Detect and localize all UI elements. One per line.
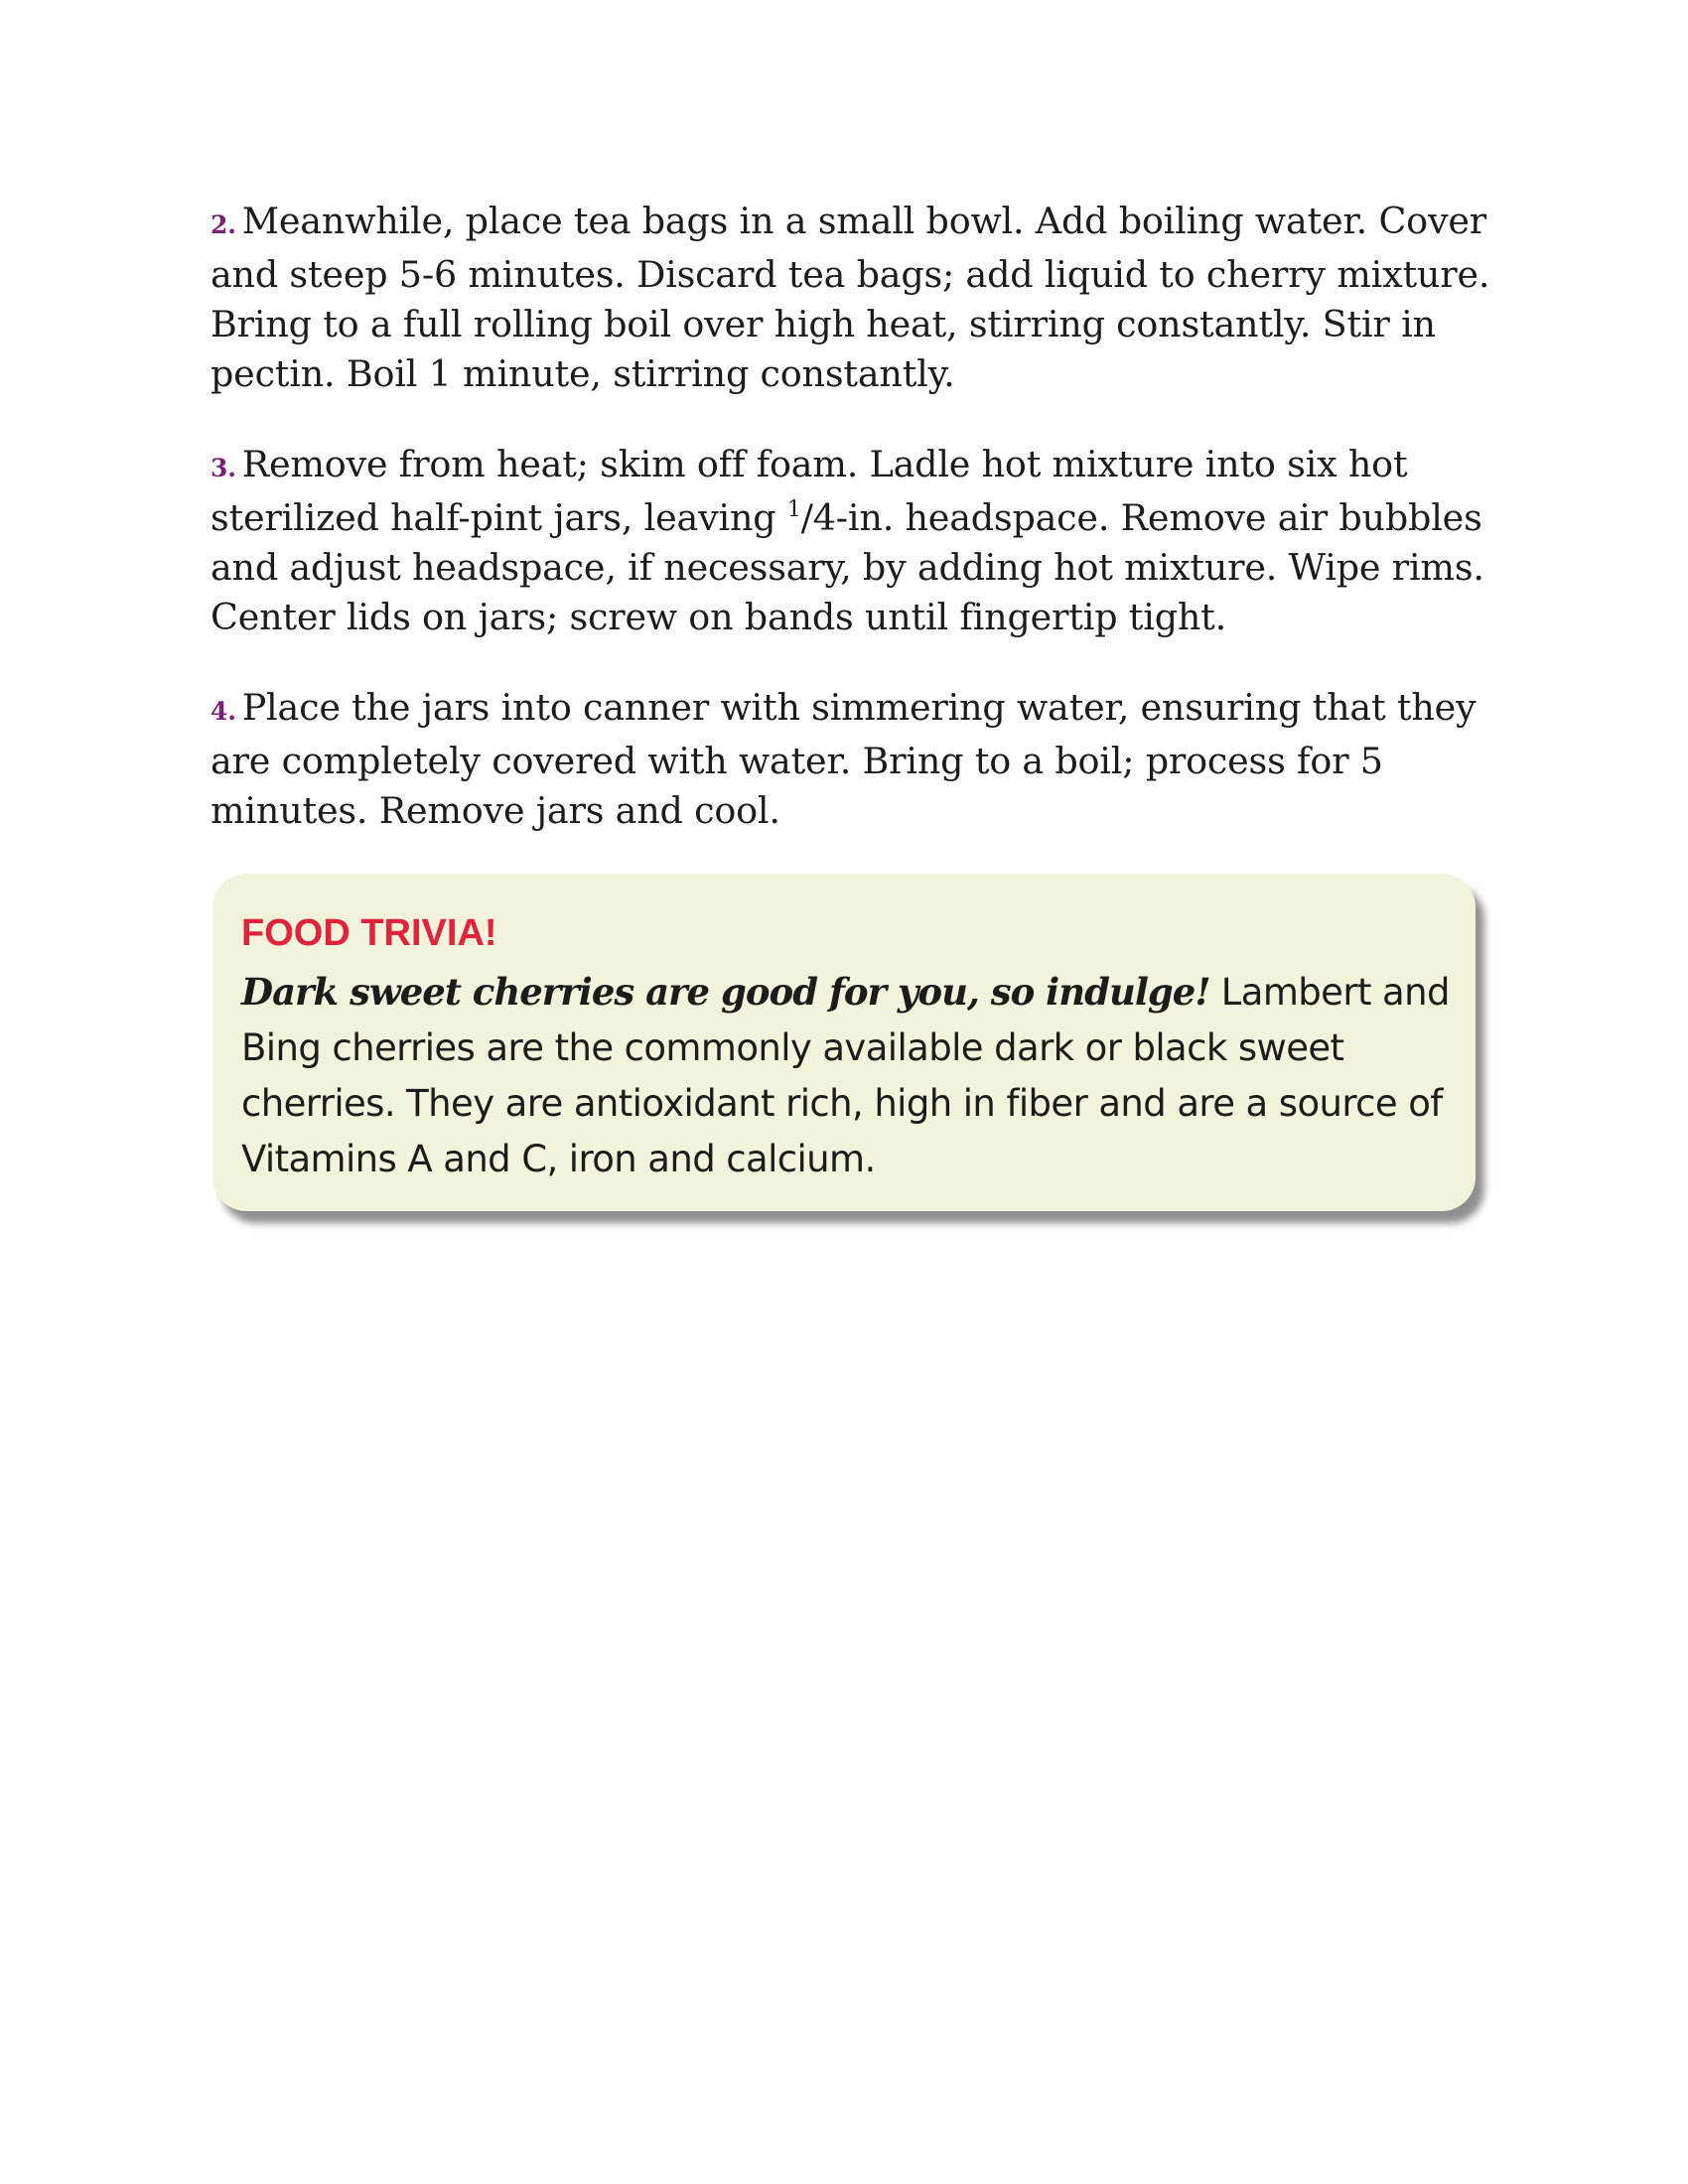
trivia-title: FOOD TRIVIA! — [241, 912, 497, 954]
headspace-fraction — [787, 493, 894, 543]
trivia-lead: Dark sweet cherries are good for you, so indulge! — [241, 970, 1210, 1014]
step-2 — [211, 197, 1491, 399]
step-number: 3. — [211, 454, 236, 482]
recipe-steps — [211, 197, 1491, 877]
step-text: Remove from heat; skim off foam. Ladle hot mixture into six hot sterilized half-pint jars, leaving — [211, 443, 1408, 539]
fraction-rest: /4-in. — [800, 496, 895, 539]
food-trivia-box — [212, 874, 1476, 1211]
step-number: 4. — [211, 697, 236, 726]
step-4 — [211, 683, 1491, 836]
trivia-body: Lambert and Bing cherries are the commonly available dark or black sweet cherries. They are antioxidant rich, high in fiber and are a source of Vitamins A and C, iron and calcium. — [241, 971, 1450, 1180]
trivia-text — [241, 964, 1450, 1187]
step-number: 2. — [211, 210, 236, 239]
fraction-numerator: 1 — [786, 497, 801, 522]
step-text: Place the jars into canner with simmering water, ensuring that they are completely covered with water. Bring to a boil; process for 5 minutes. Remove jars and cool. — [211, 686, 1477, 832]
step-text-continued: headspace. Remove air bubbles and adjust headspace, if necessary, by adding hot mixture. Wipe rims. Center lids on jars; screw on bands until fingertip tight. — [211, 496, 1484, 638]
step-3 — [211, 440, 1491, 642]
step-text: Meanwhile, place tea bags in a small bowl. Add boiling water. Cover and steep 5-6 minutes. Discard tea bags; add liquid to cherry mixture. Bring to a full rolling boil over high heat, stirring constantly. Stir in pectin. Boil 1 minute, stirring constantly. — [211, 200, 1490, 395]
